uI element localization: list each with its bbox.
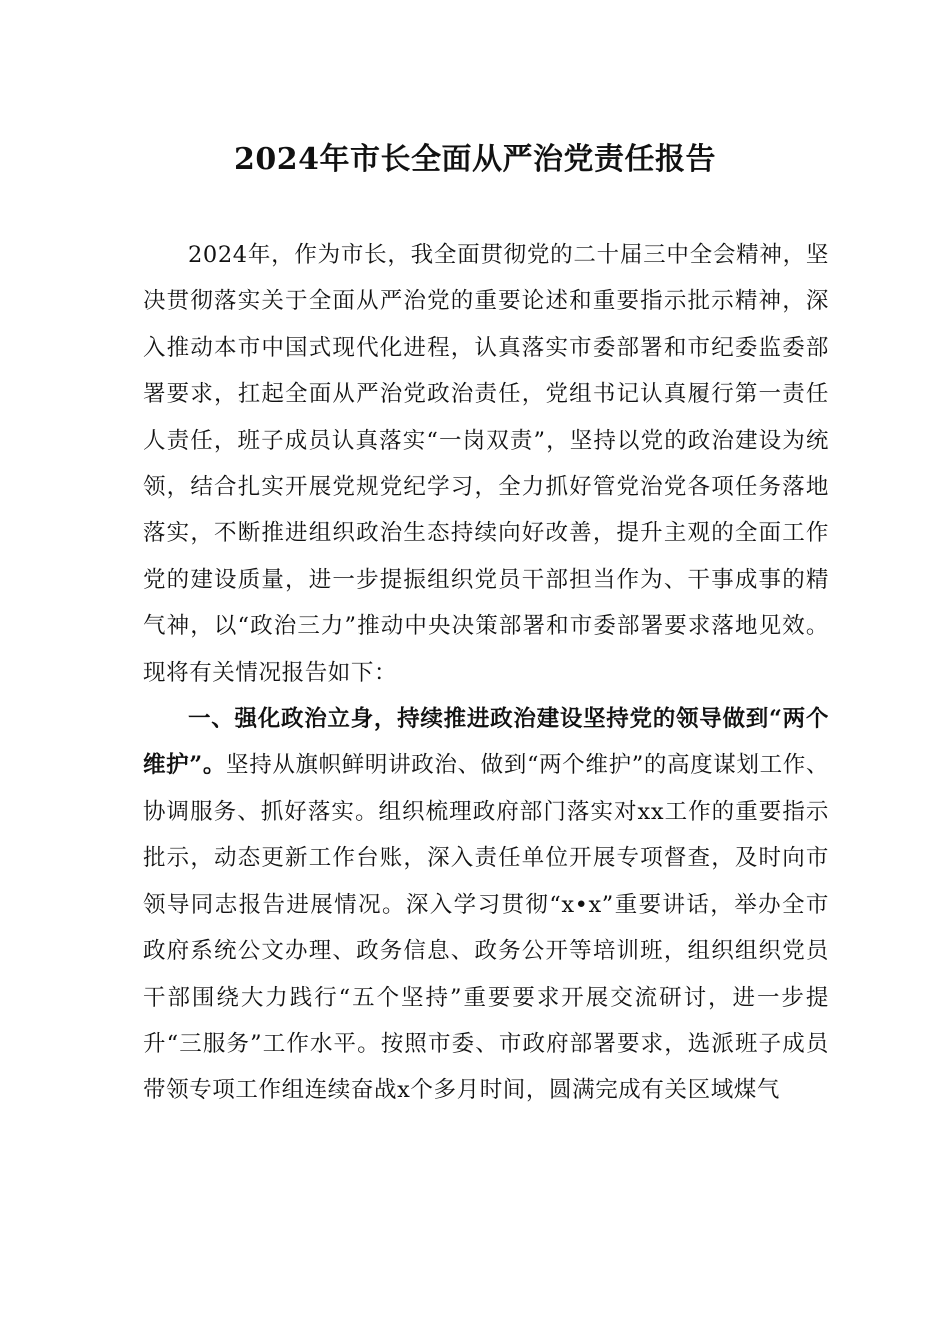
section-one-paragraph: [143, 696, 829, 1114]
section-one-body: 坚持从旗帜鲜明讲政治、做到“两个维护”的高度谋划工作、协调服务、抓好落实。组织梳理政府部门落实对xx工作的重要指示批示，动态更新工作台账，深入责任单位开展专项督查，及时向市领导同志报告进展情况。深入学习贯彻“x•x”重要讲话，举办全市政府系统公文办理、政务信息、政务公开等培训班，组织组织党员干部围绕大力践行“五个坚持”重要要求开展交流研讨，进一步提升“三服务”工作水平。按照市委、市政府部署要求，选派班子成员带领专项工作组连续奋战x个多月时间，圆满完成有关区域煤气: [143, 752, 829, 1104]
document-body: [143, 232, 829, 1114]
section-one-heading: 一、强化政治立身，持续推进政治建设坚持党的领导做到“两个维护”。: [143, 706, 829, 779]
intro-paragraph: 2024年，作为市长，我全面贯彻党的二十届三中全会精神，坚决贯彻落实关于全面从严治党的重要论述和重要指示批示精神，深入推动本市中国式现代化进程，认真落实市委部署和市纪委监委部署要求，扛起全面从严治党政治责任，党组书记认真履行第一责任人责任，班子成员认真落实“一岗双责”，坚持以党的政治建设为统领，结合扎实开展党规党纪学习，全力抓好管党治党各项任务落地落实，不断推进组织政治生态持续向好改善，提升主观的全面工作党的建设质量，进一步提振组织党员干部担当作为、干事成事的精气神，以“政治三力”推动中央决策部署和市委部署要求落地见效。现将有关情况报告如下：: [143, 242, 829, 686]
document-title: 2024年市长全面从严治党责任报告: [234, 142, 716, 177]
